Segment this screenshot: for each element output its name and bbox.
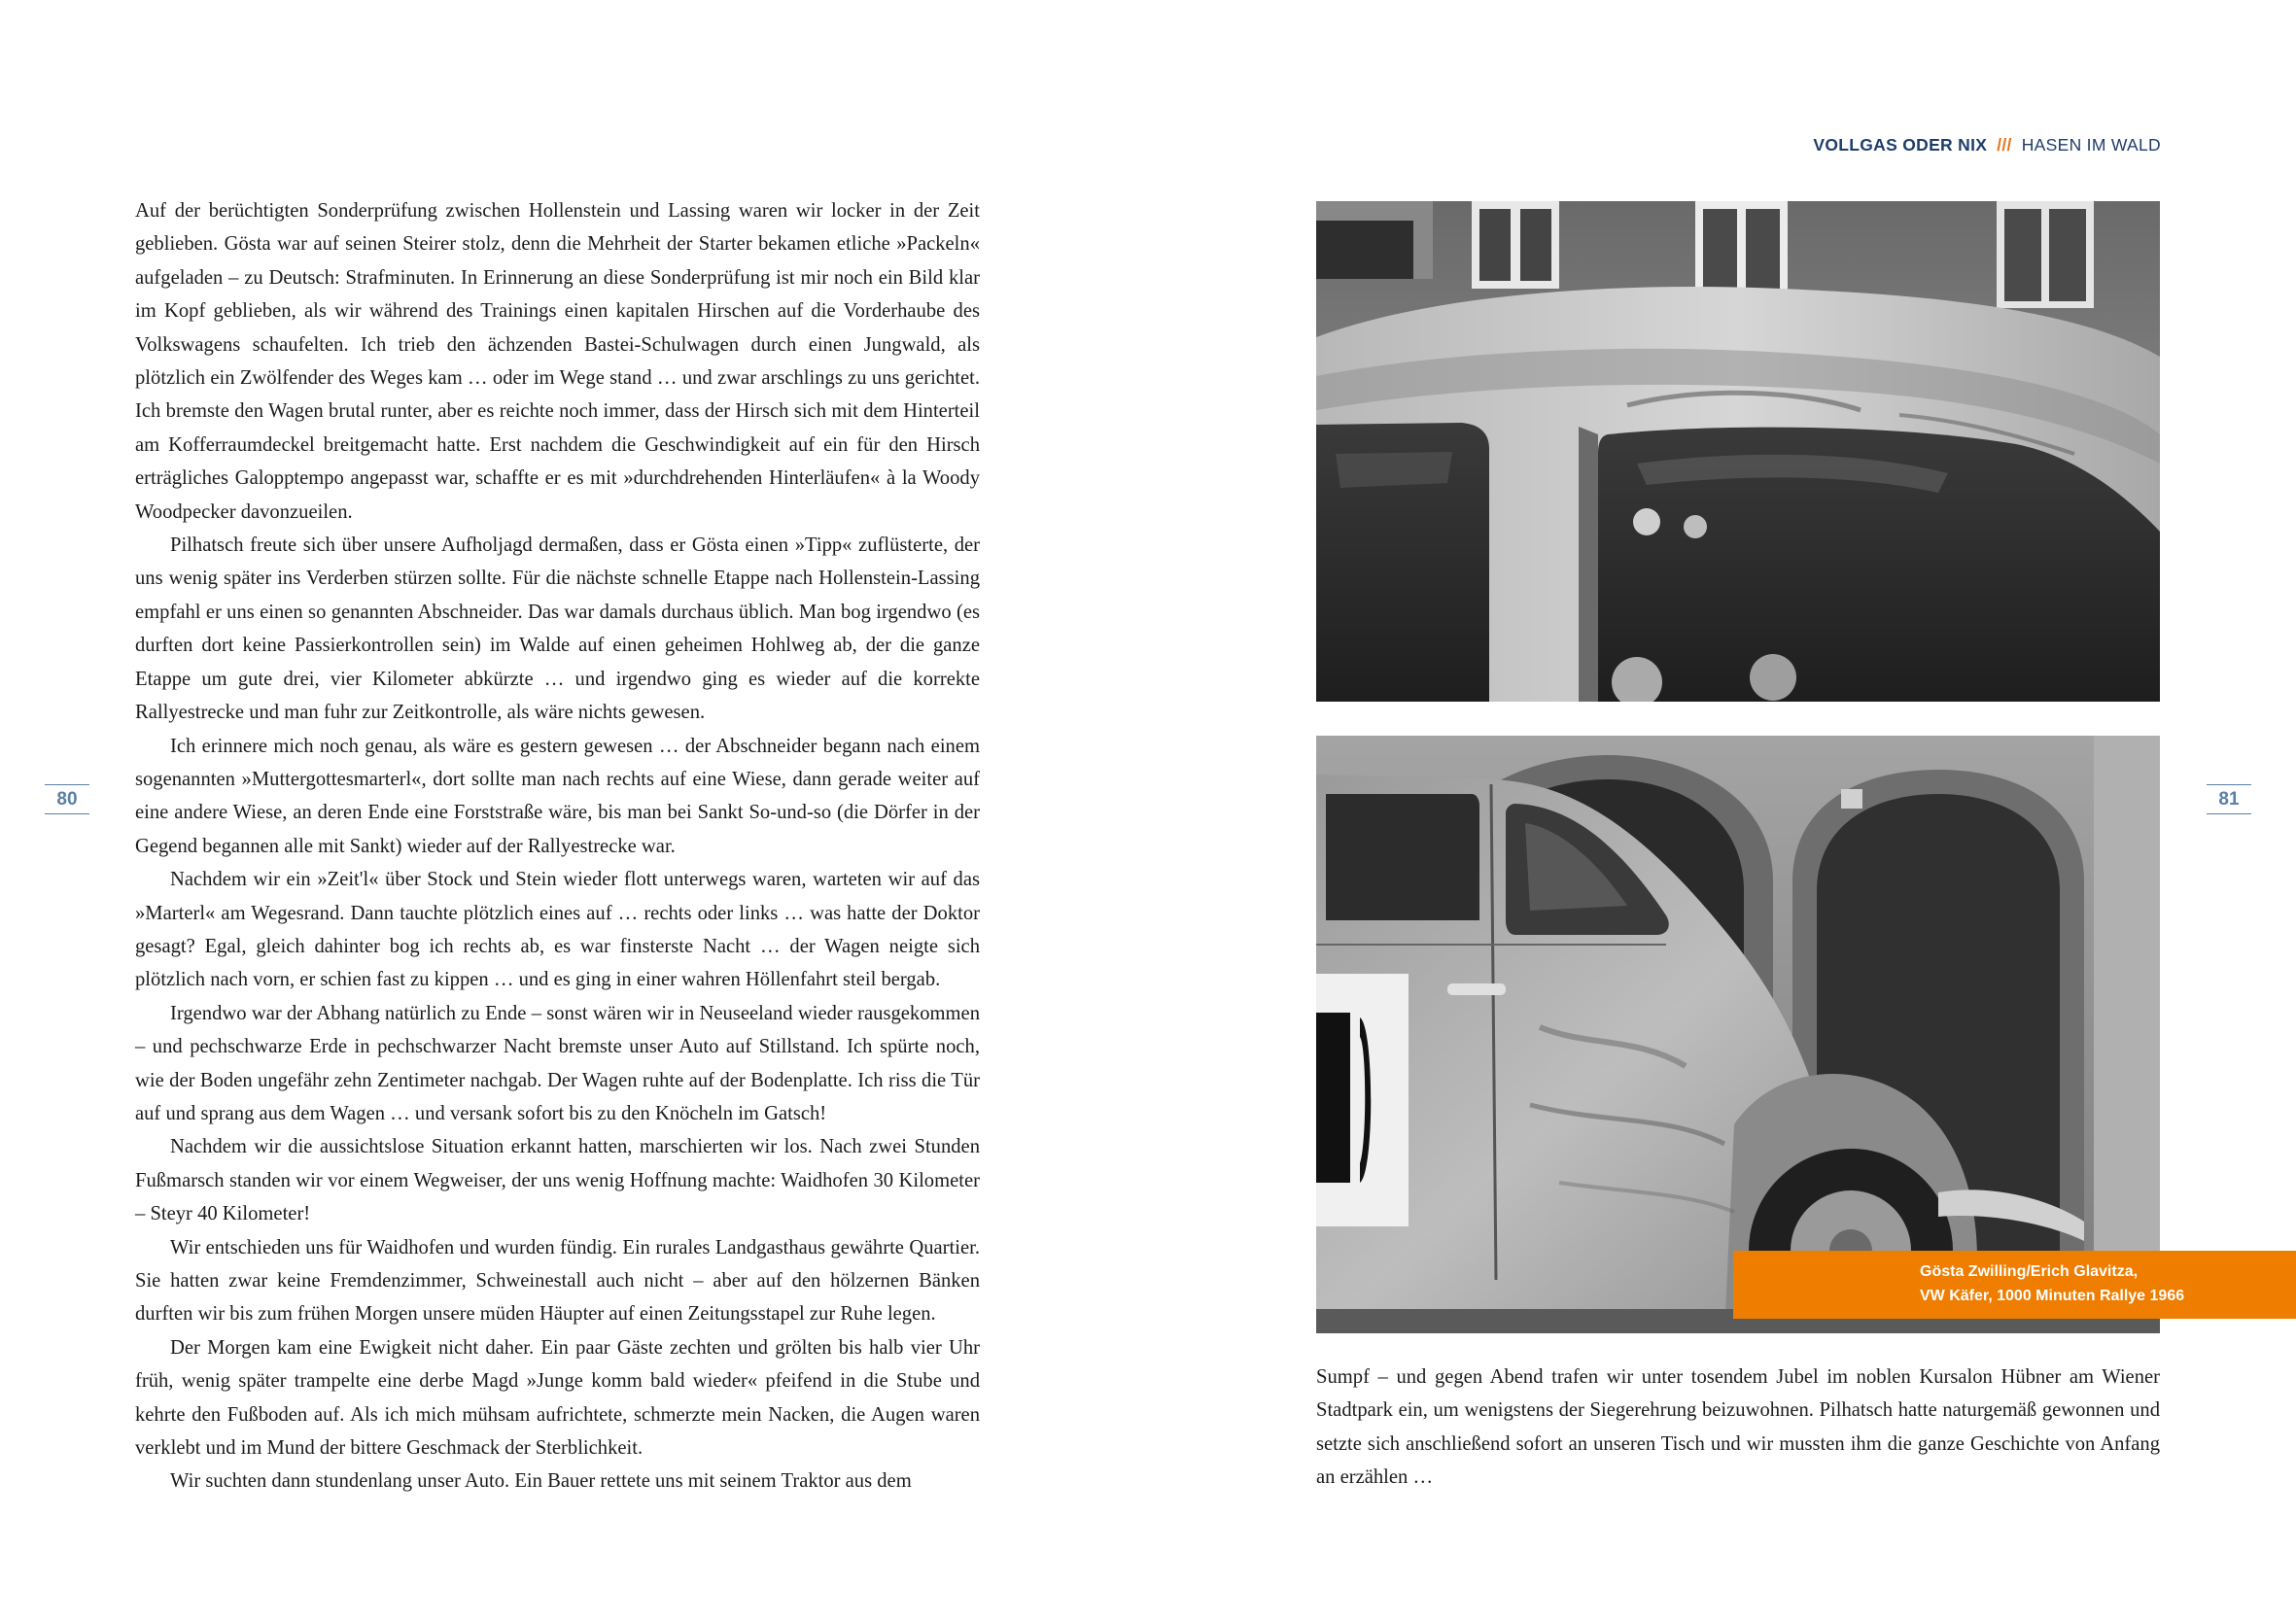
paragraph: Sumpf – und gegen Abend trafen wir unter tosendem Jubel im noblen Kursalon Hübner am Wiener Stadtpark ein, um wenigstens der Siegerehrung beizuwohnen. Pilhatsch hatte naturgemäß gewonnen und setzte sich anschließend sofort an unseren Tisch und wir mussten ihm die ganze Geschichte von Anfang an erzählen … bbox=[1316, 1366, 2160, 1489]
paragraph: Ich erinnere mich noch genau, als wäre es gestern gewesen … der Abschneider begann nach einem sogenannten »Muttergottesmarterl«, dort sollte man nach rechts auf eine Wiese, dann gerade weiter auf eine andere Wiese, an deren Ende eine Forststraße wäre, bis man bei Sankt So-und-so (die Dörfer in der Gegend begannen alle mit Sankt) wieder auf der Rallyestrecke war. bbox=[135, 735, 980, 857]
chapter-title: HASEN IM WALD bbox=[2021, 135, 2161, 155]
paragraph: Der Morgen kam eine Ewigkeit nicht daher. Ein paar Gäste zechten und grölten bis halb vier Uhr früh, wenig später trampelte eine derbe Magd »Junge komm bald wieder« pfeifend in die Stube und kehrte den Fußboden auf. Als ich mich mühsam aufrichtete, schmerzte mein Nacken, die Augen waren verklebt und im Mund der bittere Geschmack der Sterblichkeit. bbox=[135, 1336, 980, 1460]
photo-vw-kaefer bbox=[1316, 736, 2160, 1333]
paragraph: Nachdem wir die aussichtslose Situation erkannt hatten, marschierten wir los. Nach zwei Stunden Fußmarsch standen wir vor einem Wegweiser, der uns wenig Hoffnung machte: Waidhofen 30 Kilometer – Steyr 40 Kilometer! bbox=[135, 1136, 980, 1225]
paragraph: Wir suchten dann stundenlang unser Auto. Ein Bauer rettete uns mit seinem Traktor aus dem bbox=[170, 1470, 912, 1493]
page-number-left: 80 bbox=[45, 784, 89, 814]
paragraph: Pilhatsch freute sich über unsere Aufholjagd dermaßen, dass er Gösta einen »Tipp« zuflüsterte, der uns wenig später ins Verderben stürzen sollte. Für die nächste schnelle Etappe nach Hollenstein-Lassing empfahl er uns einen so genannten Abschneider. Das war damals durchaus üblich. Man bog irgendwo (es durften dort keine Passierkontrollen sein) im Walde auf einen geheimen Hohlweg ab, der die ganze Etappe um gute drei, vier Kilometer abkürzte … und irgendwo ging es wieder auf die korrekte Rallyestrecke und man fuhr zur Zeitkontrolle, als wäre nichts gewesen. bbox=[135, 534, 980, 724]
page-number-right: 81 bbox=[2207, 784, 2251, 814]
right-page-body bbox=[1316, 1361, 2160, 1495]
paragraph: Wir entschieden uns für Waidhofen und wurden fündig. Ein rurales Landgasthaus gewährte Quartier. Sie hatten zwar keine Fremdenzimmer, Schweinestall auch nicht – aber auf den hölzernen Bänken durften wir bis zum frühen Morgen unsere müden Häupter auf einen Zeitungsstapel zur Ruhe legen. bbox=[135, 1236, 980, 1326]
paragraph: Irgendwo war der Abhang natürlich zu Ende – sonst wären wir in Neuseeland wieder rausgekommen – und pechschwarze Erde in pechschwarzer Nacht bremste unser Auto auf Stillstand. Ich spürte noch, wie der Boden ungefähr zehn Zentimeter nachgab. Der Wagen ruhte auf der Bodenplatte. Ich riss die Tür auf und sprang aus dem Wagen … und versank sofort bis zu den Knöcheln im Gatsch! bbox=[135, 1002, 980, 1124]
caption-line-1: Gösta Zwilling/Erich Glavitza, bbox=[1920, 1263, 2139, 1280]
book-title: VOLLGAS ODER NIX bbox=[1813, 135, 1988, 155]
photo-car-roof bbox=[1316, 201, 2160, 702]
chevron-left-icon bbox=[1742, 1251, 1897, 1319]
left-page-body bbox=[135, 194, 980, 1499]
photo-caption bbox=[1920, 1259, 2211, 1308]
paragraph: Nachdem wir ein »Zeit'l« über Stock und Stein wieder flott unterwegs waren, warteten wir auf das »Marterl« am Wegesrand. Dann tauchte plötzlich eines auf … rechts oder links … was hatte der Doktor gesagt? Egal, gleich dahinter bog ich rechts ab, es war finsterste Nacht … der Wagen neigte sich plötzlich nach vorn, er schien fast zu kippen … und es ging in einer wahren Höllenfahrt steil bergab. bbox=[135, 869, 980, 991]
header-separator: /// bbox=[1997, 135, 2012, 155]
running-header bbox=[1813, 135, 2161, 155]
caption-line-2: VW Käfer, 1000 Minuten Rallye 1966 bbox=[1920, 1288, 2185, 1304]
paragraph: Auf der berüchtigten Sonderprüfung zwischen Hollenstein und Lassing waren wir locker in der Zeit geblieben. Gösta war auf seinen Steirer stolz, denn die Mehrheit der Starter bekamen etliche »Packeln« aufgeladen – zu Deutsch: Strafminuten. In Erinnerung an diese Sonderprüfung ist mir noch ein Bild klar im Kopf geblieben, als wir während des Trainings einen kapitalen Hirschen auf die Vorderhaube des Volkswagens schaufelten. Ich trieb den ächzenden Bastei-Schulwagen durch einen Jungwald, als plötzlich ein Zwölfender des Weges kam … oder im Wege stand … und zwar arschlings zu uns gerichtet. Ich bremste den Wagen brutal runter, aber es reichte noch immer, dass der Hirsch sich mit dem Hinterteil am Kofferraumdeckel breitgemacht hatte. Erst nachdem die Geschwindigkeit auf ein für den Hirsch erträgliches Galopptempo angepasst war, schaffte er es mit »durchdrehenden Hinterläufen« à la Woody Woodpecker davonzueilen. bbox=[135, 200, 980, 523]
